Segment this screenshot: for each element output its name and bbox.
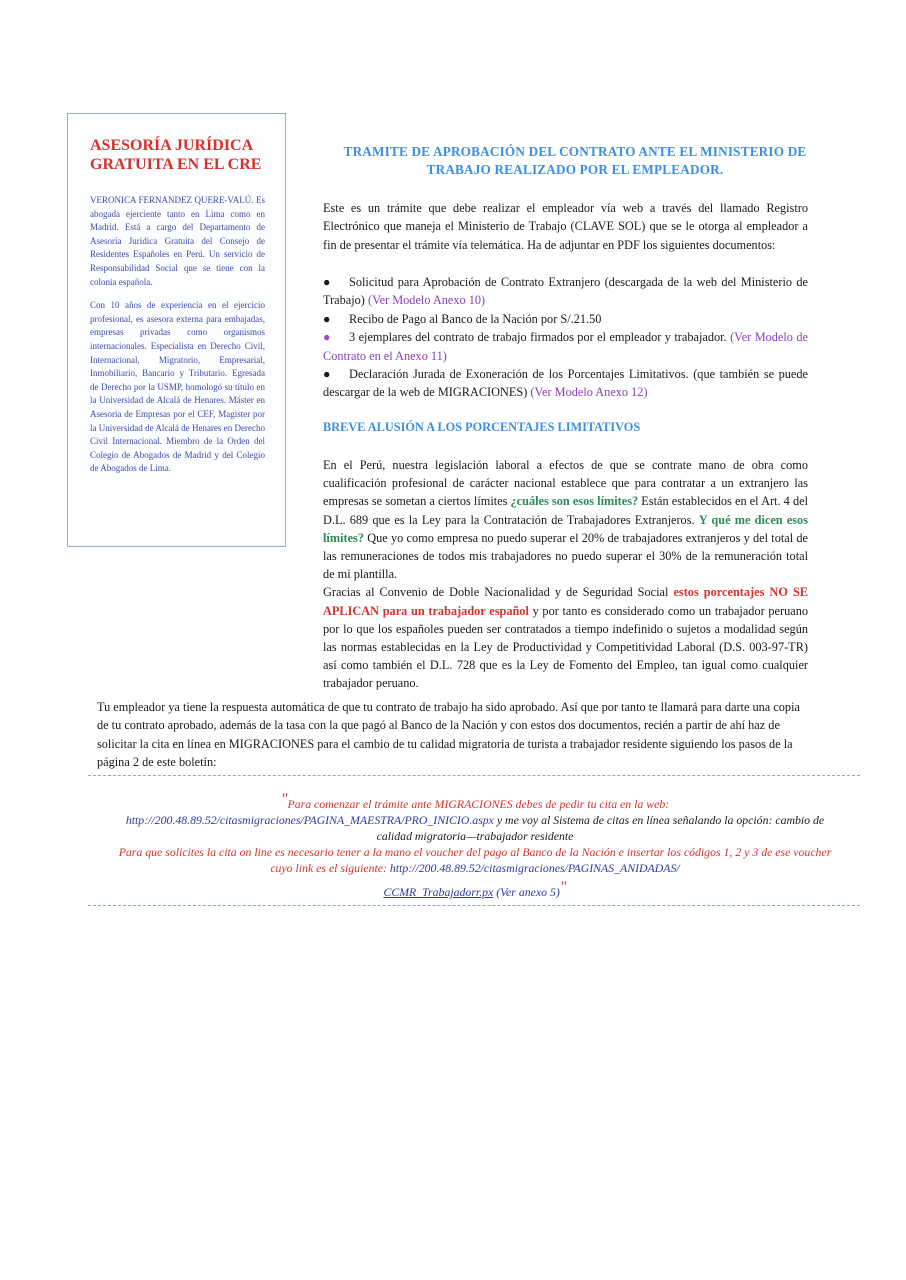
bottom-paragraph: Tu empleador ya tiene la respuesta automática de que tu contrato de trabajo ha sido aprobado. Así que por tanto te llamará para darte una copia de tu contrato aprobado, además de la tasa con la que pagó al Banco de la Nación y con estos dos documentos, recién a partir de ahí haz de solicitar la cita en línea en MIGRACIONES para el cambio de tu calidad migratoria de turista a trabajador residente siguiendo los pasos de la página 2 de este boletín: [97, 700, 800, 769]
section-heading: BREVE ALUSIÓN A LOS PORCENTAJES LIMITATIVOS [323, 420, 641, 434]
divider [88, 905, 860, 906]
requirement-text: 3 ejemplares del contrato de trabajo firmados por el empleador y trabajador. [349, 330, 727, 345]
limits-paragraph [323, 456, 808, 583]
sidebar-box [67, 113, 286, 547]
callout-text: Para comenzar el trámite ante MIGRACIONES debes de pedir tu cita en la web: [287, 797, 670, 811]
callout-line [110, 792, 840, 844]
callout-line [110, 880, 840, 900]
sidebar-bio: VERONICA FERNANDEZ QUERE-VALÚ. Es abogada ejerciente tanto en Lima como en Madrid. Está a cargo del Departamento de Asesoría Jurídica Gratuita del Consejo de Residentes Españoles en Perú. Un servicio de Responsabilidad Social que se tiene con la colonia española. [90, 195, 265, 287]
list-item [323, 328, 808, 365]
list-item [323, 310, 808, 328]
callout-box [110, 792, 840, 900]
divider [88, 775, 860, 776]
text-run: Están establecidos en el Art. 4 del D.L. 689 que es la Ley para la Contratación de Trabajadores Extranjeros. [323, 494, 808, 527]
close-quote-icon: " [559, 879, 567, 896]
bullet-icon: ● [323, 311, 331, 326]
callout-text: y me voy al Sistema de citas en línea señalando la opción: cambio de calidad migratoria—trabajador residente [376, 813, 825, 843]
intro-paragraph: Este es un trámite que debe realizar el empleador vía web a través del llamado Registro Electrónico que maneja el Ministerio de Trabajo (CLAVE SOL) que se le otorga al empleador a fin de presentar el trámite vía telemática. Ha de adjuntar en PDF los siguientes documentos: [323, 201, 808, 252]
list-item [323, 365, 808, 402]
annex-reference: (Ver Modelo Anexo 10) [364, 293, 486, 308]
requirement-text: Declaración Jurada de Exoneración de los Porcentajes Limitativos. (que también se puede descargar de la web de MIGRACIONES) [323, 367, 808, 400]
bullet-icon: ● [323, 275, 331, 289]
requirements-list [323, 273, 808, 402]
annex-reference: (Ver Modelo Anexo 12) [527, 385, 648, 400]
highlight-question: Y qué me dicen esos límites? [323, 512, 808, 545]
voucher-link-end[interactable]: CCMR_Trabajadorr.px [383, 885, 494, 899]
text-run: En el Perú, nuestra legislación laboral a efectos de que se contrate mano de obra como cualificación profesional de carácter nacional establece que para contratar a un extranjero las empresas se sometan a ciertos límites [323, 458, 808, 509]
highlight-question: ¿cuáles son esos límites? [510, 494, 639, 509]
sidebar-title: ASESORÍA JURÍDICA GRATUITA EN EL CRE [90, 137, 262, 173]
annex-reference: (Ver Modelo de Contrato en el Anexo 11) [323, 330, 809, 363]
annex-reference: (Ver anexo 5) [493, 885, 560, 899]
callout-line [110, 844, 840, 876]
callout-text: Para que solicites la cita on line es necesario tener a la mano el voucher del pago al Banco de la Nación e insertar los códigos 1, 2 y 3 de ese voucher cuyo link es el siguiente: [118, 845, 832, 875]
convention-paragraph [323, 583, 808, 692]
limits-body [323, 456, 808, 693]
list-item [323, 273, 808, 310]
voucher-link[interactable]: http://200.48.89.52/citasmigraciones/PAGINAS_ANIDADAS/ [389, 861, 680, 875]
text-run: Gracias al Convenio de Doble Nacionalidad y de Seguridad Social [323, 585, 674, 600]
text-run: y por tanto es considerado como un trabajador peruano por lo que los españoles pueden ser contratados a tiempo indefinido o sujetos a modalidad según las normas establecidas en la Ley de Productividad y Competitividad Laboral (D.S. 003-97-TR) así como también el D.L. 728 que es la Ley de Fomento del Empleo, tan igual como cualquier trabajador peruano. [323, 603, 808, 691]
migraciones-link[interactable]: http://200.48.89.52/citasmigraciones/PAGINA_MAESTRA/PRO_INICIO.aspx [125, 813, 494, 827]
bullet-icon: ● [323, 367, 331, 382]
sidebar-experience: Con 10 años de experiencia en el ejercicio profesional, es asesora externa para embajadas, empresas privadas como organismos internacionales. Especialista en Derecho Civil, Internacional, Migratorio, Empresarial, Inmobiliario, Bancario y Tributario. Egresada de Derecho por la USMP, homologó su título en la Universidad de Alcalá de Henares. Máster en Asesoría de Empresas por el CEF, Magister por la Universidad de Alcalá de Henares en Derecho Civil Internacional. Miembro de la Orden del Colegio de Abogados de Madrid y del Colegio de Abogados de Lima. [90, 300, 265, 474]
text-run: Que yo como empresa no puedo superar el 20% de trabajadores extranjeros y del total de las remuneraciones de todos mis trabajadores no puedo superar el 30% de la remuneración total de mi plantilla. [323, 530, 808, 582]
requirement-text: Recibo de Pago al Banco de la Nación por S/.21.50 [349, 311, 602, 326]
bullet-icon: ● [323, 330, 331, 345]
open-quote-icon: " [280, 791, 288, 808]
highlight-warning: estos porcentajes NO SE APLICAN para un trabajador español [323, 585, 808, 618]
page-title: TRAMITE DE APROBACIÓN DEL CONTRATO ANTE EL MINISTERIO DE TRABAJO REALIZADO POR EL EMPLEADOR. [343, 144, 807, 177]
requirement-text: Solicitud para Aprobación de Contrato Extranjero (descargada de la web del Ministerio de Trabajo) [323, 275, 808, 308]
